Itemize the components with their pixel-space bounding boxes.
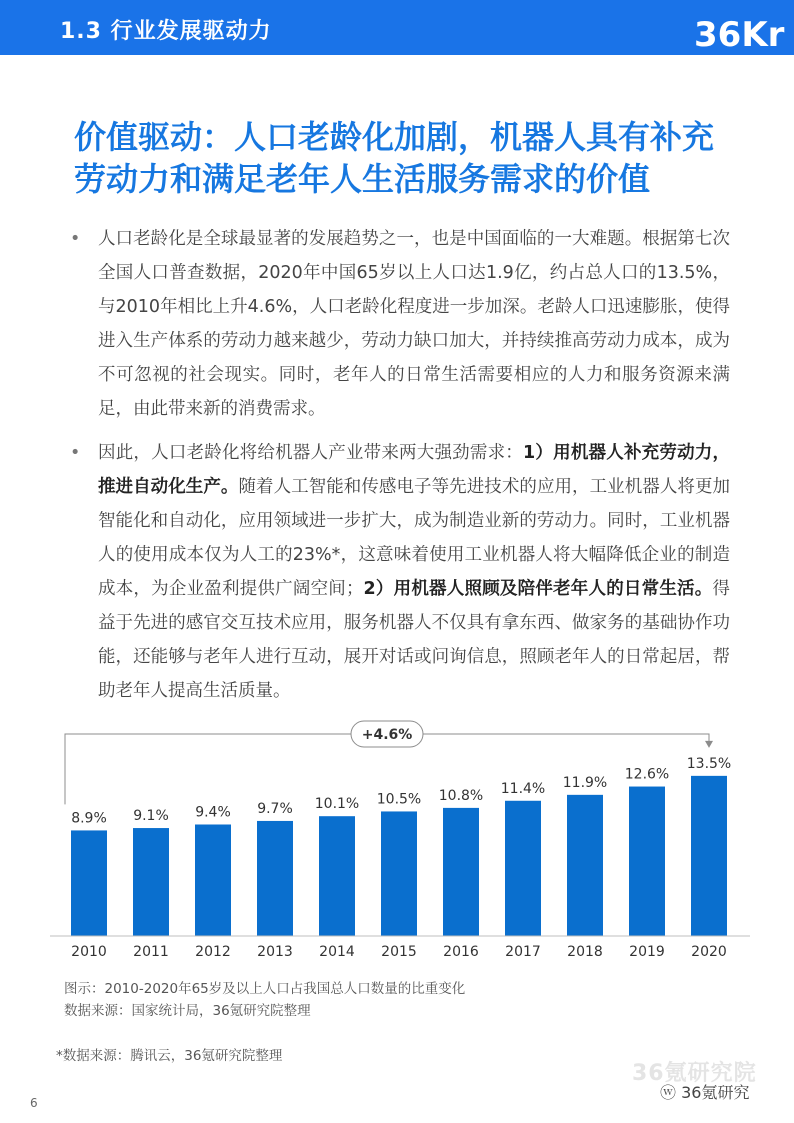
wechat-icon: ⓦ bbox=[660, 1083, 682, 1102]
heading-line-1: 价值驱动：人口老龄化加剧，机器人具有补充 bbox=[74, 118, 715, 156]
page-heading bbox=[74, 116, 734, 200]
wechat-label bbox=[660, 1080, 749, 1103]
x-tick-2013: 2013 bbox=[257, 944, 293, 960]
bullet-text: 因此，人口老龄化将给机器人产业带来两大强劲需求： bbox=[98, 443, 524, 463]
page-number: 6 bbox=[30, 1096, 38, 1110]
data-label-2010: 8.9% bbox=[71, 810, 107, 827]
bullet-aging-trend bbox=[70, 222, 730, 426]
data-label-2017: 11.4% bbox=[500, 780, 546, 797]
x-tick-2016: 2016 bbox=[443, 944, 479, 960]
heading-line-2: 劳动力和满足老年人生活服务需求的价值 bbox=[74, 160, 651, 198]
growth-annotation: +4.6% bbox=[361, 727, 413, 743]
data-label-2014: 10.1% bbox=[314, 796, 360, 813]
data-label-2018: 11.9% bbox=[562, 774, 608, 791]
section-title: 1.3 行业发展驱动力 bbox=[60, 19, 272, 44]
bar-2018 bbox=[567, 795, 603, 936]
aging-population-bar-chart bbox=[50, 716, 750, 966]
wechat-label-text: 36氪研究 bbox=[681, 1083, 750, 1102]
x-tick-2017: 2017 bbox=[505, 944, 541, 960]
data-label-2016: 10.8% bbox=[438, 787, 484, 804]
bar-2020 bbox=[691, 776, 727, 936]
data-label-2015: 10.5% bbox=[376, 791, 422, 808]
bullet-list bbox=[70, 222, 730, 718]
watermark: 36氪研究院 bbox=[632, 1061, 757, 1086]
header-bar bbox=[0, 0, 794, 55]
data-label-2019: 12.6% bbox=[624, 766, 670, 783]
bar-2011 bbox=[133, 828, 169, 936]
36kr-logo bbox=[694, 2, 794, 55]
x-tick-2010: 2010 bbox=[71, 944, 107, 960]
bar-2010 bbox=[71, 830, 107, 936]
data-label-2013: 9.7% bbox=[257, 800, 293, 817]
bar-2019 bbox=[629, 787, 665, 936]
caption-line-2: 数据来源：国家统计局，36氪研究院整理 bbox=[64, 1003, 311, 1019]
bullet-robot-demand bbox=[70, 436, 730, 708]
x-tick-2014: 2014 bbox=[319, 944, 355, 960]
x-tick-2015: 2015 bbox=[381, 944, 417, 960]
footnote: *数据来源：腾讯云，36氪研究院整理 bbox=[56, 1048, 283, 1064]
x-tick-2011: 2011 bbox=[133, 944, 169, 960]
bar-2012 bbox=[195, 824, 231, 936]
x-tick-2020: 2020 bbox=[691, 944, 727, 960]
bar-2016 bbox=[443, 808, 479, 936]
bar-2017 bbox=[505, 801, 541, 936]
bullet-text: 得益于先进的感官交互技术应用，服务机器人不仅具有拿东西、做家务的基础协作功能，还能够与老年人进行互动，展开对话或问询信息，照顾老年人的日常起居，帮助老年人提高生活质量。 bbox=[98, 579, 730, 701]
data-label-2011: 9.1% bbox=[133, 808, 169, 825]
data-label-2020: 13.5% bbox=[686, 755, 732, 772]
bracket-arrow-icon bbox=[705, 741, 713, 748]
bar-2015 bbox=[381, 811, 417, 936]
x-tick-2018: 2018 bbox=[567, 944, 603, 960]
bullet-text: 随着人工智能和传感电子等先进技术的应用，工业机器人将更加智能化和自动化，应用领域进一步扩大，成为制造业新的劳动力。同时，工业机器人的使用成本仅为人工的23%*，这意味着使用工业机器人将大幅降低企业的制造成本，为企业盈利提供广阔空间； bbox=[98, 477, 731, 599]
bullet-text: 人口老龄化是全球最显著的发展趋势之一，也是中国面临的一大难题。根据第七次全国人口普查数据，2020年中国65岁以上人口达1.9亿，约占总人口的13.5%，与2010年相比上升4.6%，人口老龄化程度进一步加深。老龄人口迅速膨胀，使得进入生产体系的劳动力越来越少，劳动力缺口加大，并持续推高劳动力成本，成为不可忽视的社会现实。同时，老年人的日常生活需要相应的人力和服务资源来满足，由此带来新的消费需求。 bbox=[98, 229, 730, 419]
data-label-2012: 9.4% bbox=[195, 804, 231, 821]
chart-caption bbox=[64, 978, 465, 1022]
x-tick-2012: 2012 bbox=[195, 944, 231, 960]
bullet-bold-point-2: 2）用机器人照顾及陪伴老年人的日常生活。 bbox=[363, 579, 713, 599]
bar-2014 bbox=[319, 816, 355, 936]
bullet-bold-point-1: 1）用机器人补充劳动力，推进自动化生产。 bbox=[98, 443, 730, 497]
caption-line-1: 图示：2010-2020年65岁及以上人口占我国总人口数量的比重变化 bbox=[64, 981, 466, 997]
logo-text: 36Kr bbox=[694, 15, 785, 55]
x-tick-2019: 2019 bbox=[629, 944, 665, 960]
bar-2013 bbox=[257, 821, 293, 936]
